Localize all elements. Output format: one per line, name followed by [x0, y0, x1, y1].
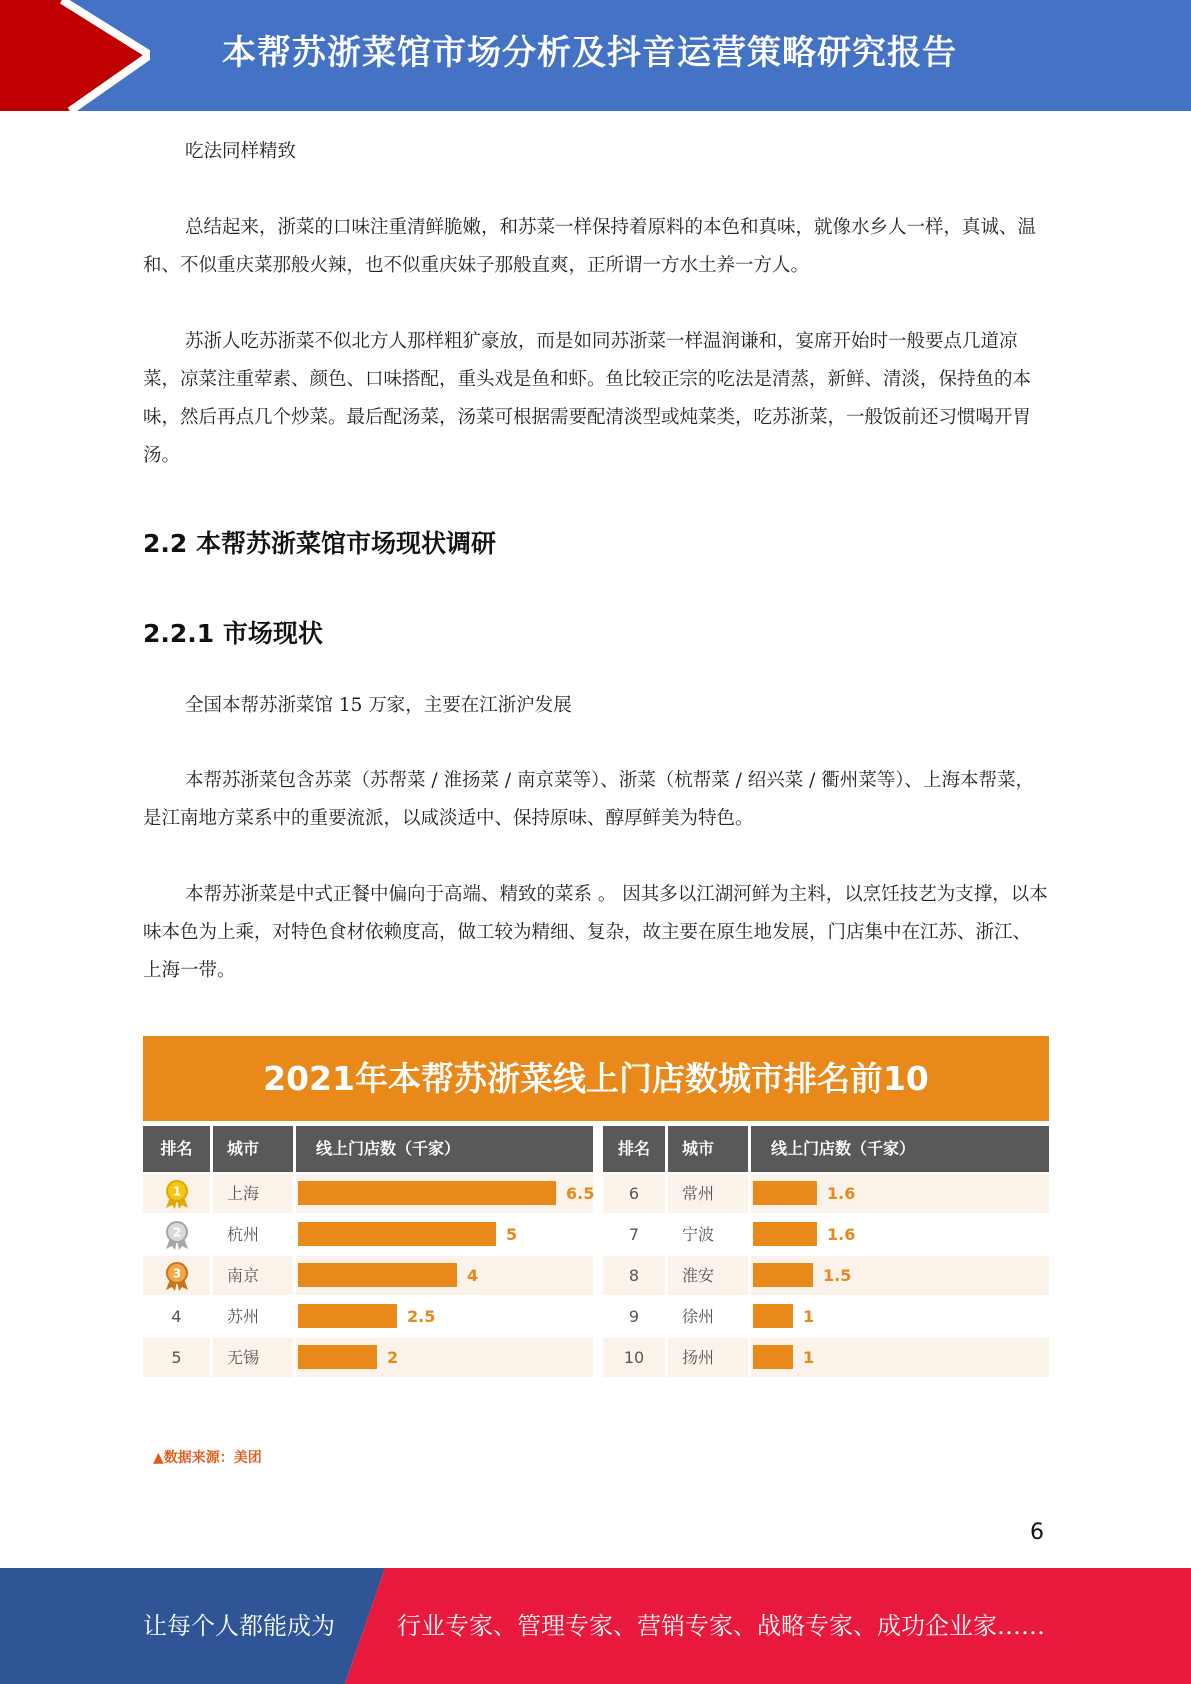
store-count-bar [298, 1263, 457, 1287]
store-count-label: 1.5 [823, 1266, 852, 1285]
page-header [0, 0, 1191, 111]
table-row [603, 1338, 1049, 1377]
store-count-cell [751, 1338, 1049, 1377]
paragraph-market-position: 本帮苏浙菜是中式正餐中偏向于高端、精致的菜系 。 因其多以江湖河鲜为主料，以烹饪技艺为支撑，以本味本色为上乘，对特色食材依赖度高，做工较为精细、复杂，故主要在原生地发展，门店集中在江苏、浙江、上海一带。 [143, 884, 1048, 981]
city-cell: 徐州 [682, 1307, 715, 1326]
store-count-cell [751, 1297, 1049, 1336]
city-cell: 常州 [668, 1174, 748, 1213]
store-count-label: 4 [467, 1266, 479, 1285]
store-count-label: 5 [506, 1225, 518, 1244]
store-count-label: 1.6 [827, 1184, 856, 1203]
store-count-cell [296, 1297, 593, 1336]
table-row [143, 1174, 593, 1213]
city-cell: 杭州 [227, 1225, 260, 1244]
city-ranking-infographic [143, 1036, 1049, 1386]
store-count-bar [298, 1181, 556, 1205]
table-row [603, 1256, 1049, 1295]
store-count-bar [298, 1345, 377, 1369]
rank-cell: 10 [603, 1338, 665, 1377]
rank-cell: 4 [171, 1307, 182, 1326]
section-heading-2-2: 2.2 本帮苏浙菜馆市场现状调研 [143, 529, 496, 558]
store-count-label: 1 [803, 1348, 815, 1367]
column-header-store-count: 线上门店数（千家） [296, 1126, 593, 1172]
footer-slogan-right: 行业专家、管理专家、营销专家、战略专家、成功企业家…… [397, 1612, 1045, 1640]
page-number: 6 [1030, 1520, 1044, 1545]
header-title: 本帮苏浙菜馆市场分析及抖音运营策略研究报告 [222, 33, 957, 73]
svg-text:2: 2 [172, 1225, 182, 1240]
table-header-left [143, 1126, 593, 1172]
store-count-cell [751, 1256, 1049, 1295]
data-source-note: ▲数据来源：美团 [153, 1450, 262, 1466]
column-header-store-count: 线上门店数（千家） [751, 1126, 1049, 1172]
column-header-rank: 排名 [603, 1126, 665, 1172]
paragraph-zhe-cuisine-summary: 总结起来，浙菜的口味注重清鲜脆嫩，和苏菜一样保持着原料的本色和真味，就像水乡人一样，真诚、温和、不似重庆菜那般火辣，也不似重庆妹子那般直爽，正所谓一方水土养一方人。 [143, 217, 1037, 276]
city-cell: 南京 [213, 1256, 293, 1295]
rank-cell [143, 1174, 210, 1213]
svg-text:3: 3 [172, 1266, 182, 1281]
store-count-cell [751, 1215, 1049, 1254]
rank-cell [143, 1215, 210, 1254]
store-count-label: 2.5 [407, 1307, 436, 1326]
store-count-cell [296, 1338, 593, 1377]
store-count-cell [296, 1174, 593, 1213]
city-cell: 无锡 [213, 1338, 293, 1377]
paragraph-cuisine-composition: 本帮苏浙菜包含苏菜（苏帮菜 / 淮扬菜 / 南京菜等）、浙菜（杭帮菜 / 绍兴菜 / 衢州菜等）、上海本帮菜，是江南地方菜系中的重要流派，以咸淡适中、保持原味、醇厚鲜美为特色。 [143, 770, 1034, 829]
footer-slogan-left: 让每个人都能成为 [143, 1612, 335, 1640]
medal-silver-icon [163, 1220, 191, 1250]
store-count-label: 2 [387, 1348, 399, 1367]
page-footer [0, 1568, 1191, 1684]
rank-cell: 5 [143, 1338, 210, 1377]
store-count-bar [298, 1304, 397, 1328]
city-cell: 宁波 [682, 1225, 715, 1244]
store-count-bar [753, 1263, 813, 1287]
paragraph-eating-style: 吃法同样精致 [185, 141, 297, 162]
table-row [603, 1297, 1049, 1336]
city-cell: 苏州 [227, 1307, 260, 1326]
store-count-cell [296, 1215, 593, 1254]
store-count-bar [298, 1222, 496, 1246]
table-row [143, 1256, 593, 1295]
table-row [603, 1215, 1049, 1254]
paragraph-dining-custom: 苏浙人吃苏浙菜不似北方人那样粗犷豪放，而是如同苏浙菜一样温润谦和，宴席开始时一般要点几道凉菜，凉菜注重荤素、颜色、口味搭配，重头戏是鱼和虾。鱼比较正宗的吃法是清蒸，新鲜、清淡，保持鱼的本味，然后再点几个炒菜。最后配汤菜，汤菜可根据需要配清淡型或炖菜类，吃苏浙菜，一般饭前还习惯喝开胃汤。 [143, 331, 1032, 466]
paragraph-store-count: 全国本帮苏浙菜馆 15 万家，主要在江浙沪发展 [185, 695, 572, 716]
store-count-label: 6.5 [566, 1184, 595, 1203]
ranking-table-right [603, 1126, 1049, 1377]
rank-cell: 8 [603, 1256, 665, 1295]
city-cell: 扬州 [668, 1338, 748, 1377]
store-count-label: 1.6 [827, 1225, 856, 1244]
column-header-rank: 排名 [143, 1126, 210, 1172]
table-row [143, 1215, 593, 1254]
store-count-bar [753, 1345, 793, 1369]
section-heading-2-2-1: 2.2.1 市场现状 [143, 619, 323, 648]
rank-cell [143, 1256, 210, 1295]
store-count-bar [753, 1181, 817, 1205]
column-header-city: 城市 [213, 1126, 293, 1172]
store-count-cell [296, 1256, 593, 1295]
table-row [603, 1174, 1049, 1213]
city-cell: 淮安 [668, 1256, 748, 1295]
rank-cell: 9 [628, 1307, 640, 1326]
table-row [143, 1297, 593, 1336]
column-header-city: 城市 [668, 1126, 748, 1172]
ranking-table-left [143, 1126, 593, 1377]
table-row [143, 1338, 593, 1377]
infographic-title: 2021年本帮苏浙菜线上门店数城市排名前10 [143, 1036, 1049, 1121]
medal-bronze-icon [163, 1261, 191, 1291]
city-cell: 上海 [213, 1174, 293, 1213]
rank-cell: 6 [603, 1174, 665, 1213]
medal-gold-icon [163, 1179, 191, 1209]
store-count-bar [753, 1304, 793, 1328]
rank-cell: 7 [628, 1225, 640, 1244]
store-count-bar [753, 1222, 817, 1246]
store-count-label: 1 [803, 1307, 815, 1326]
store-count-cell [751, 1174, 1049, 1213]
header-red-arrow-icon [0, 0, 150, 111]
svg-text:1: 1 [172, 1184, 182, 1199]
table-header-right [603, 1126, 1049, 1172]
